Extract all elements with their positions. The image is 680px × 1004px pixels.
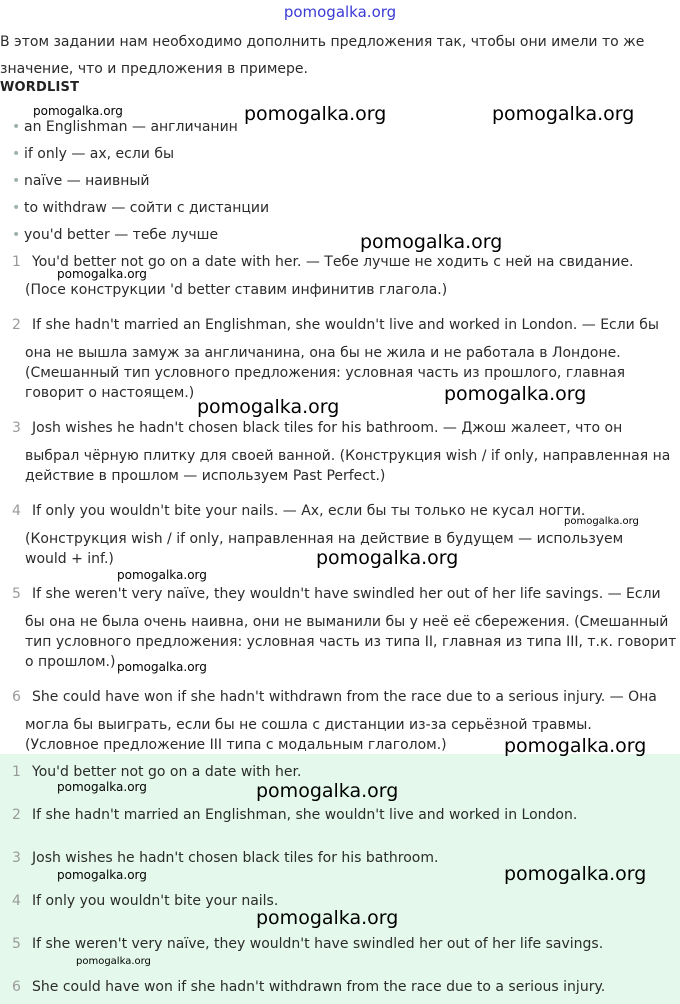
wordlist-item-text: naïve — наивный [24, 173, 150, 189]
explanation-text: If she weren't very naïve, they wouldn't have swindled her out of her life savings. — Если [32, 586, 661, 602]
item-number: 5 [12, 936, 21, 952]
explanation-text: тип условного предложения: условная часть из типа II, главная из типа III, т.к. говорит [25, 634, 677, 650]
watermark: pomogalka.org [33, 104, 123, 118]
watermark: pomogalka.org [256, 780, 399, 802]
explanation-text: она не вышла замуж за англичанина, она бы не жила и не работала в Лондоне. [25, 345, 621, 361]
wordlist-item [12, 173, 150, 189]
explanation-text: would + inf.) [25, 551, 114, 567]
watermark: pomogalka.org [504, 863, 647, 885]
wordlist-item [12, 200, 269, 216]
wordlist-item [12, 146, 174, 162]
site-header[interactable]: pomogalka.org [283, 3, 397, 21]
watermark: pomogalka.org [244, 103, 387, 125]
item-number: 2 [12, 807, 21, 823]
answer-text: You'd better not go on a date with her. [32, 764, 302, 780]
explanation-text: (Смешанный тип условного предложения: условная часть из прошлого, главная [25, 365, 626, 381]
watermark: pomogalka.org [256, 907, 399, 929]
item-number: 6 [12, 979, 21, 995]
watermark: pomogalka.org [444, 383, 587, 405]
wordlist-item-text: you'd better — тебе лучше [24, 227, 219, 243]
answer-line [12, 936, 603, 952]
bullet-icon: • [12, 119, 21, 135]
item-number: 1 [12, 254, 21, 270]
bullet-icon: • [12, 200, 21, 216]
explanation-text: (Посе конструкции 'd better ставим инфинитив глагола.) [25, 282, 448, 298]
watermark: pomogalka.org [360, 231, 503, 253]
watermark: pomogalka.org [504, 735, 647, 757]
explanation-text: You'd better not go on a date with her. — Тебе лучше не ходить с ней на свидание. [32, 254, 634, 270]
intro-text: В этом задании нам необходимо дополнить предложения так, чтобы они имели то же значение, что и предложения в примере. [0, 34, 645, 77]
explanation-text: If only you wouldn't bite your nails. — Ах, если бы ты только не кусал ногти. [32, 503, 586, 519]
watermark: pomogalka.org [316, 547, 459, 569]
item-number: 5 [12, 586, 21, 602]
wordlist-item [12, 119, 238, 135]
explanation-line [12, 586, 661, 602]
answer-line [12, 893, 278, 909]
wordlist-item-text: if only — ах, если бы [24, 146, 175, 162]
explanation-line [12, 689, 657, 705]
watermark: pomogalka.org [76, 956, 151, 967]
explanation-text: If she hadn't married an Englishman, she wouldn't live and worked in London. — Если бы [32, 317, 659, 333]
item-number: 2 [12, 317, 21, 333]
watermark: pomogalka.org [57, 780, 147, 794]
explanation-text: выбрал чёрную плитку для своей ванной. (Конструкция wish / if only, направленная на [25, 448, 671, 464]
answer-text: If only you wouldn't bite your nails. [32, 893, 279, 909]
explanation-line [12, 503, 585, 519]
watermark: pomogalka.org [564, 516, 639, 527]
item-number: 3 [12, 420, 21, 436]
watermark: pomogalka.org [492, 103, 635, 125]
answer-text: She could have won if she hadn't withdrawn from the race due to a serious injury. [32, 979, 606, 995]
watermark: pomogalka.org [117, 660, 207, 674]
watermark: pomogalka.org [57, 868, 147, 882]
item-number: 4 [12, 893, 21, 909]
explanation-text: (Конструкция wish / if only, направленная на действие в будущем — используем [25, 531, 624, 547]
answer-line [12, 764, 301, 780]
item-number: 4 [12, 503, 21, 519]
item-number: 3 [12, 850, 21, 866]
explanation-text: о прошлом.) [25, 654, 116, 670]
item-number: 1 [12, 764, 21, 780]
watermark: pomogalka.org [117, 568, 207, 582]
bullet-icon: • [12, 146, 21, 162]
item-number: 6 [12, 689, 21, 705]
watermark: pomogalka.org [57, 267, 147, 281]
explanation-text: (Условное предложение III типа с модальным глаголом.) [25, 737, 447, 753]
explanation-text: могла бы выиграть, если бы не сошла с дистанции из-за серьёзной травмы. [25, 717, 592, 733]
bullet-icon: • [12, 173, 21, 189]
answer-line [12, 979, 605, 995]
answer-text: Josh wishes he hadn't chosen black tiles for his bathroom. [32, 850, 439, 866]
bullet-icon: • [12, 227, 21, 243]
watermark: pomogalka.org [197, 396, 340, 418]
explanation-text: действие в прошлом — используем Past Perfect.) [25, 468, 386, 484]
explanation-text: бы она не была очень наивна, они не выманили бы у неё её сбережения. (Смешанный [25, 614, 669, 630]
explanation-text: говорит о настоящем.) [25, 385, 195, 401]
answer-line [12, 807, 577, 823]
explanation-text: Josh wishes he hadn't chosen black tiles for his bathroom. — Джош жалеет, что он [32, 420, 623, 436]
wordlist-item-text: an Englishman — англичанин [24, 119, 238, 135]
answer-text: If she weren't very naïve, they wouldn't have swindled her out of her life savings. [32, 936, 604, 952]
explanation-line [12, 317, 659, 333]
answer-line [12, 850, 438, 866]
wordlist-title: WORDLIST [0, 80, 80, 95]
explanation-line [12, 420, 622, 436]
wordlist-item-text: to withdraw — сойти с дистанции [24, 200, 270, 216]
explanation-text: She could have won if she hadn't withdrawn from the race due to a serious injury. — Она [32, 689, 657, 705]
wordlist-item [12, 227, 218, 243]
answer-text: If she hadn't married an Englishman, she wouldn't live and worked in London. [32, 807, 578, 823]
